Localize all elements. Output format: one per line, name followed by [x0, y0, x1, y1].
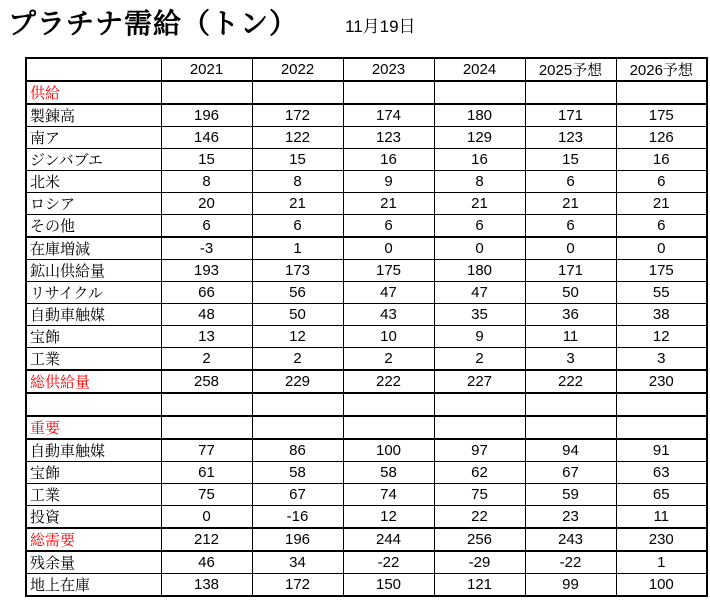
table-row-data: [26, 237, 707, 260]
table-row-data: [26, 104, 707, 127]
row-label-cell[interactable]: 南ア: [26, 127, 161, 149]
value-cell[interactable]: 173: [252, 260, 343, 282]
value-cell[interactable]: -16: [252, 506, 343, 529]
value-cell[interactable]: 222: [343, 370, 434, 393]
table-row-section: [26, 81, 707, 104]
value-cell[interactable]: [616, 393, 707, 416]
value-cell[interactable]: -29: [434, 551, 525, 574]
value-cell[interactable]: 58: [252, 462, 343, 484]
year-header-cell[interactable]: 2022: [252, 58, 343, 81]
value-cell[interactable]: [343, 393, 434, 416]
value-cell[interactable]: 6: [434, 215, 525, 238]
value-cell[interactable]: 56: [252, 282, 343, 304]
value-cell[interactable]: 2: [252, 348, 343, 371]
row-label-cell[interactable]: 宝飾: [26, 462, 161, 484]
row-label-cell[interactable]: 残余量: [26, 551, 161, 574]
value-cell[interactable]: [434, 81, 525, 104]
value-cell[interactable]: 172: [252, 574, 343, 597]
value-cell[interactable]: [434, 393, 525, 416]
value-cell[interactable]: 6: [525, 215, 616, 238]
value-cell[interactable]: 180: [434, 260, 525, 282]
value-cell[interactable]: 175: [616, 260, 707, 282]
row-label-cell[interactable]: ジンバブエ: [26, 149, 161, 171]
value-cell[interactable]: [252, 81, 343, 104]
value-cell[interactable]: 0: [434, 237, 525, 260]
table-row-data: [26, 506, 707, 529]
value-cell[interactable]: 48: [161, 304, 252, 326]
row-label-cell[interactable]: 北米: [26, 171, 161, 193]
value-cell[interactable]: 6: [161, 215, 252, 238]
row-label-cell[interactable]: ロシア: [26, 193, 161, 215]
table-row-data: [26, 348, 707, 371]
table-row-data: [26, 484, 707, 506]
value-cell[interactable]: 196: [161, 104, 252, 127]
value-cell[interactable]: 21: [343, 193, 434, 215]
value-cell[interactable]: 77: [161, 439, 252, 462]
value-cell[interactable]: [616, 416, 707, 439]
value-cell[interactable]: 2: [343, 348, 434, 371]
value-cell[interactable]: [252, 416, 343, 439]
table-row-data: [26, 574, 707, 597]
value-cell[interactable]: 123: [343, 127, 434, 149]
table-row-data: [26, 127, 707, 149]
value-cell[interactable]: 6: [616, 171, 707, 193]
value-cell[interactable]: 227: [434, 370, 525, 393]
value-cell[interactable]: 8: [161, 171, 252, 193]
value-cell[interactable]: [161, 393, 252, 416]
value-cell[interactable]: 75: [434, 484, 525, 506]
value-cell[interactable]: 230: [616, 528, 707, 551]
value-cell[interactable]: 2: [161, 348, 252, 371]
value-cell[interactable]: 12: [616, 326, 707, 348]
supply-demand-table: [25, 57, 708, 597]
value-cell[interactable]: 129: [434, 127, 525, 149]
value-cell[interactable]: [525, 393, 616, 416]
value-cell[interactable]: 6: [343, 215, 434, 238]
value-cell[interactable]: 15: [161, 149, 252, 171]
row-label-cell[interactable]: [26, 393, 161, 416]
value-cell[interactable]: 138: [161, 574, 252, 597]
table-row-data: [26, 282, 707, 304]
value-cell[interactable]: 20: [161, 193, 252, 215]
value-cell[interactable]: [525, 81, 616, 104]
value-cell[interactable]: 0: [525, 237, 616, 260]
row-label-cell[interactable]: 総需要: [26, 528, 161, 551]
value-cell[interactable]: 212: [161, 528, 252, 551]
value-cell[interactable]: 9: [434, 326, 525, 348]
value-cell[interactable]: 174: [343, 104, 434, 127]
value-cell[interactable]: 150: [343, 574, 434, 597]
table-row-data: [26, 215, 707, 238]
value-cell[interactable]: 50: [525, 282, 616, 304]
value-cell[interactable]: [161, 81, 252, 104]
value-cell[interactable]: 175: [343, 260, 434, 282]
value-cell[interactable]: 222: [525, 370, 616, 393]
value-cell[interactable]: 146: [161, 127, 252, 149]
value-cell[interactable]: 256: [434, 528, 525, 551]
year-header-cell[interactable]: 2026予想: [616, 58, 707, 81]
year-header-cell[interactable]: 2024: [434, 58, 525, 81]
value-cell[interactable]: 9: [343, 171, 434, 193]
value-cell[interactable]: 67: [252, 484, 343, 506]
corner-cell[interactable]: [26, 58, 161, 81]
value-cell[interactable]: [616, 81, 707, 104]
report-date: 11月19日: [345, 17, 416, 36]
value-cell[interactable]: 180: [434, 104, 525, 127]
value-cell[interactable]: 59: [525, 484, 616, 506]
value-cell[interactable]: 21: [525, 193, 616, 215]
value-cell[interactable]: 243: [525, 528, 616, 551]
value-cell[interactable]: 47: [434, 282, 525, 304]
value-cell[interactable]: 46: [161, 551, 252, 574]
value-cell[interactable]: 22: [434, 506, 525, 529]
value-cell[interactable]: 16: [616, 149, 707, 171]
value-cell[interactable]: 91: [616, 439, 707, 462]
value-cell[interactable]: 75: [161, 484, 252, 506]
value-cell[interactable]: 13: [161, 326, 252, 348]
value-cell[interactable]: 74: [343, 484, 434, 506]
value-cell[interactable]: 55: [616, 282, 707, 304]
value-cell[interactable]: 122: [252, 127, 343, 149]
row-label-cell[interactable]: 鉱山供給量: [26, 260, 161, 282]
value-cell[interactable]: 123: [525, 127, 616, 149]
row-label-cell[interactable]: 投資: [26, 506, 161, 529]
value-cell[interactable]: 12: [343, 506, 434, 529]
table-body: [26, 58, 707, 596]
value-cell[interactable]: -22: [343, 551, 434, 574]
row-label-cell[interactable]: 工業: [26, 484, 161, 506]
value-cell[interactable]: [343, 416, 434, 439]
value-cell[interactable]: 193: [161, 260, 252, 282]
value-cell[interactable]: 258: [161, 370, 252, 393]
value-cell[interactable]: 229: [252, 370, 343, 393]
value-cell[interactable]: 126: [616, 127, 707, 149]
value-cell[interactable]: 3: [525, 348, 616, 371]
value-cell[interactable]: 62: [434, 462, 525, 484]
value-cell[interactable]: 50: [252, 304, 343, 326]
value-cell[interactable]: 0: [343, 237, 434, 260]
value-cell[interactable]: 16: [343, 149, 434, 171]
value-cell[interactable]: 121: [434, 574, 525, 597]
table-row-data: [26, 439, 707, 462]
value-cell[interactable]: 58: [343, 462, 434, 484]
value-cell[interactable]: 2: [434, 348, 525, 371]
value-cell[interactable]: 8: [252, 171, 343, 193]
value-cell[interactable]: 1: [616, 551, 707, 574]
value-cell[interactable]: 66: [161, 282, 252, 304]
value-cell[interactable]: 35: [434, 304, 525, 326]
year-header-cell[interactable]: 2023: [343, 58, 434, 81]
value-cell[interactable]: 175: [616, 104, 707, 127]
row-label-cell[interactable]: 工業: [26, 348, 161, 371]
value-cell[interactable]: 65: [616, 484, 707, 506]
value-cell[interactable]: 172: [252, 104, 343, 127]
table-row-total: [26, 528, 707, 551]
value-cell[interactable]: 8: [434, 171, 525, 193]
value-cell[interactable]: 21: [434, 193, 525, 215]
table-row-data: [26, 326, 707, 348]
value-cell[interactable]: [525, 416, 616, 439]
value-cell[interactable]: 97: [434, 439, 525, 462]
value-cell[interactable]: 171: [525, 260, 616, 282]
row-label-cell[interactable]: 供給: [26, 81, 161, 104]
value-cell[interactable]: 61: [161, 462, 252, 484]
value-cell[interactable]: 3: [616, 348, 707, 371]
value-cell[interactable]: [343, 81, 434, 104]
value-cell[interactable]: 38: [616, 304, 707, 326]
value-cell[interactable]: 196: [252, 528, 343, 551]
table-row-data: [26, 304, 707, 326]
value-cell[interactable]: 67: [525, 462, 616, 484]
table-row-data: [26, 462, 707, 484]
row-label-cell[interactable]: その他: [26, 215, 161, 238]
value-cell[interactable]: 21: [616, 193, 707, 215]
value-cell[interactable]: -22: [525, 551, 616, 574]
table-row-spacer: [26, 393, 707, 416]
row-label-cell[interactable]: 宝飾: [26, 326, 161, 348]
value-cell[interactable]: 15: [252, 149, 343, 171]
table-row-total: [26, 370, 707, 393]
value-cell[interactable]: 11: [525, 326, 616, 348]
value-cell[interactable]: 34: [252, 551, 343, 574]
year-header-cell[interactable]: 2025予想: [525, 58, 616, 81]
value-cell[interactable]: 63: [616, 462, 707, 484]
row-label-cell[interactable]: 製錬高: [26, 104, 161, 127]
value-cell[interactable]: [161, 416, 252, 439]
value-cell[interactable]: 15: [525, 149, 616, 171]
value-cell[interactable]: 16: [434, 149, 525, 171]
value-cell[interactable]: 94: [525, 439, 616, 462]
table-row-data: [26, 551, 707, 574]
table-row-section: [26, 416, 707, 439]
row-label-cell[interactable]: 在庫増減: [26, 237, 161, 260]
value-cell[interactable]: 100: [343, 439, 434, 462]
value-cell[interactable]: -3: [161, 237, 252, 260]
value-cell[interactable]: 6: [525, 171, 616, 193]
row-label-cell[interactable]: 自動車触媒: [26, 304, 161, 326]
value-cell[interactable]: 36: [525, 304, 616, 326]
value-cell[interactable]: 100: [616, 574, 707, 597]
value-cell[interactable]: 230: [616, 370, 707, 393]
row-label-cell[interactable]: リサイクル: [26, 282, 161, 304]
table-row-data: [26, 171, 707, 193]
year-header-cell[interactable]: 2021: [161, 58, 252, 81]
value-cell[interactable]: 244: [343, 528, 434, 551]
value-cell[interactable]: 23: [525, 506, 616, 529]
value-cell[interactable]: 10: [343, 326, 434, 348]
value-cell[interactable]: 6: [252, 215, 343, 238]
row-label-cell[interactable]: 総供給量: [26, 370, 161, 393]
value-cell[interactable]: [252, 393, 343, 416]
value-cell[interactable]: [434, 416, 525, 439]
value-cell[interactable]: 171: [525, 104, 616, 127]
value-cell[interactable]: 21: [252, 193, 343, 215]
value-cell[interactable]: 6: [616, 215, 707, 238]
value-cell[interactable]: 86: [252, 439, 343, 462]
value-cell[interactable]: 12: [252, 326, 343, 348]
header-row: [26, 58, 707, 81]
value-cell[interactable]: 47: [343, 282, 434, 304]
row-label-cell[interactable]: 重要: [26, 416, 161, 439]
table-row-data: [26, 260, 707, 282]
table-row-data: [26, 149, 707, 171]
value-cell[interactable]: 11: [616, 506, 707, 529]
value-cell[interactable]: 0: [616, 237, 707, 260]
value-cell[interactable]: 0: [161, 506, 252, 529]
row-label-cell[interactable]: 自動車触媒: [26, 439, 161, 462]
page-title: プラチナ需給（トン）: [8, 8, 299, 39]
value-cell[interactable]: 43: [343, 304, 434, 326]
table-row-data: [26, 193, 707, 215]
value-cell[interactable]: 1: [252, 237, 343, 260]
value-cell[interactable]: 99: [525, 574, 616, 597]
row-label-cell[interactable]: 地上在庫: [26, 574, 161, 597]
